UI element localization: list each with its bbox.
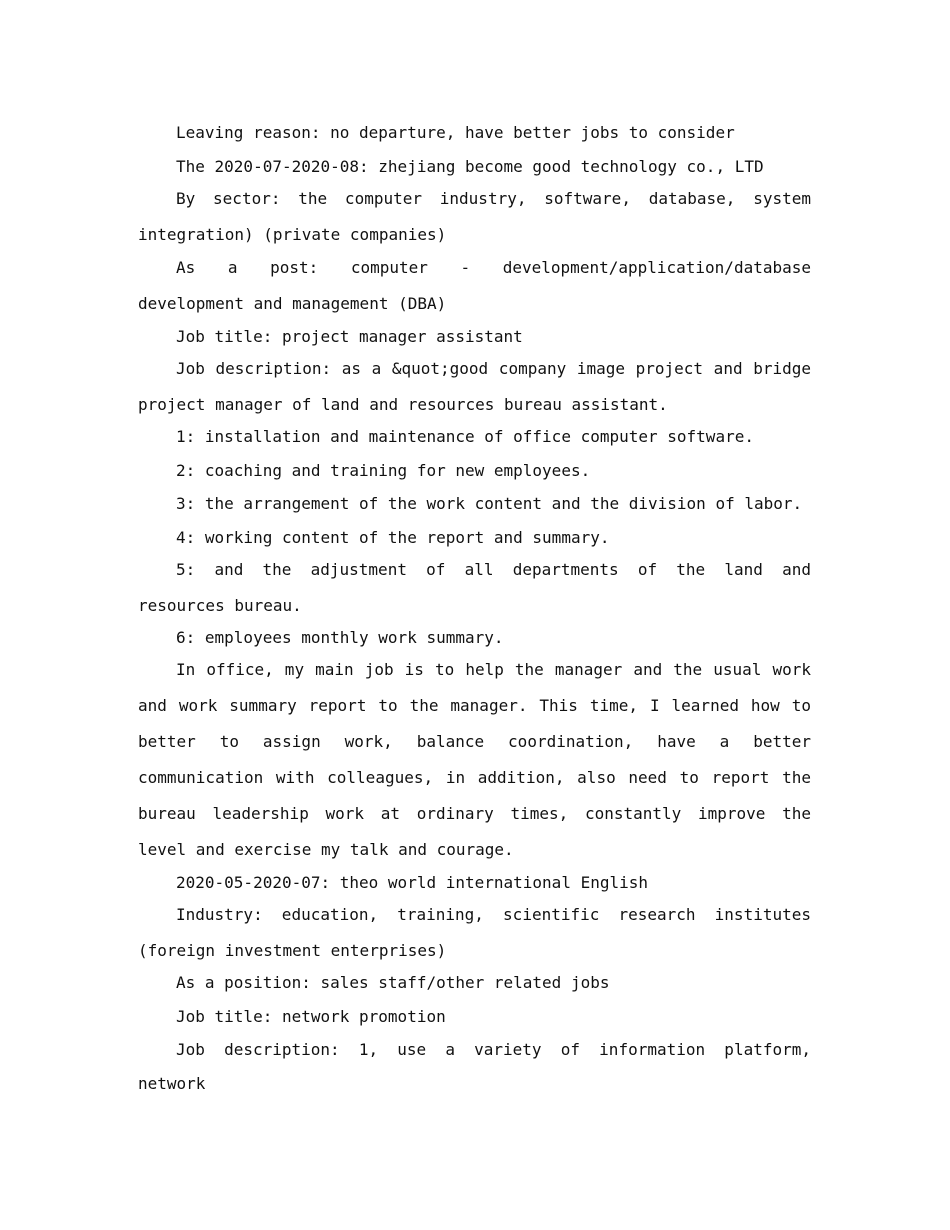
paragraph-office-summary: In office, my main job is to help the manager and the usual work and work summary report to the manager. This time, I learned how to better to assign work, balance coordination, have a better communication with colleagues, in addition, also need to report the bureau leadership work at ordinary times, constantly improve the level and exercise my talk and courage. xyxy=(138,660,811,859)
paragraph-sector: By sector: the computer industry, software, database, system integration) (private companies) xyxy=(138,188,811,244)
paragraph-job-title-network: Job title: network promotion xyxy=(176,1006,446,1026)
paragraph-job-period-zhejiang: The 2020-07-2020-08: zhejiang become good technology co., LTD xyxy=(176,156,764,176)
paragraph-job-title: Job title: project manager assistant xyxy=(176,326,523,346)
list-item-duty-6: 6: employees monthly work summary. xyxy=(176,628,504,647)
paragraph-job-description-network: Job description: 1, use a variety of information platform, network xyxy=(138,1040,811,1093)
paragraph-post: As a post: computer - development/application/database development and management (DBA) xyxy=(138,258,811,313)
paragraph-job-period-theo: 2020-05-2020-07: theo world international English xyxy=(176,872,649,892)
document-body xyxy=(138,116,811,1100)
list-item-duty-4: 4: working content of the report and summary. xyxy=(176,527,610,547)
list-item-duty-5: 5: and the adjustment of all departments of the land and resources bureau. xyxy=(138,559,811,615)
paragraph-industry: Industry: education, training, scientific research institutes (foreign investment enterprises) xyxy=(138,904,811,960)
paragraph-job-description: Job description: as a &quot;good company image project and bridge project manager of land and resources bureau assistant. xyxy=(138,358,811,414)
paragraph-position: As a position: sales staff/other related jobs xyxy=(176,973,610,992)
list-item-duty-1: 1: installation and maintenance of office computer software. xyxy=(176,427,754,446)
list-item-duty-2: 2: coaching and training for new employees. xyxy=(176,460,591,480)
list-item-duty-3: 3: the arrangement of the work content and the division of labor. xyxy=(176,494,803,513)
paragraph-leaving-reason: Leaving reason: no departure, have better jobs to consider xyxy=(176,123,735,142)
